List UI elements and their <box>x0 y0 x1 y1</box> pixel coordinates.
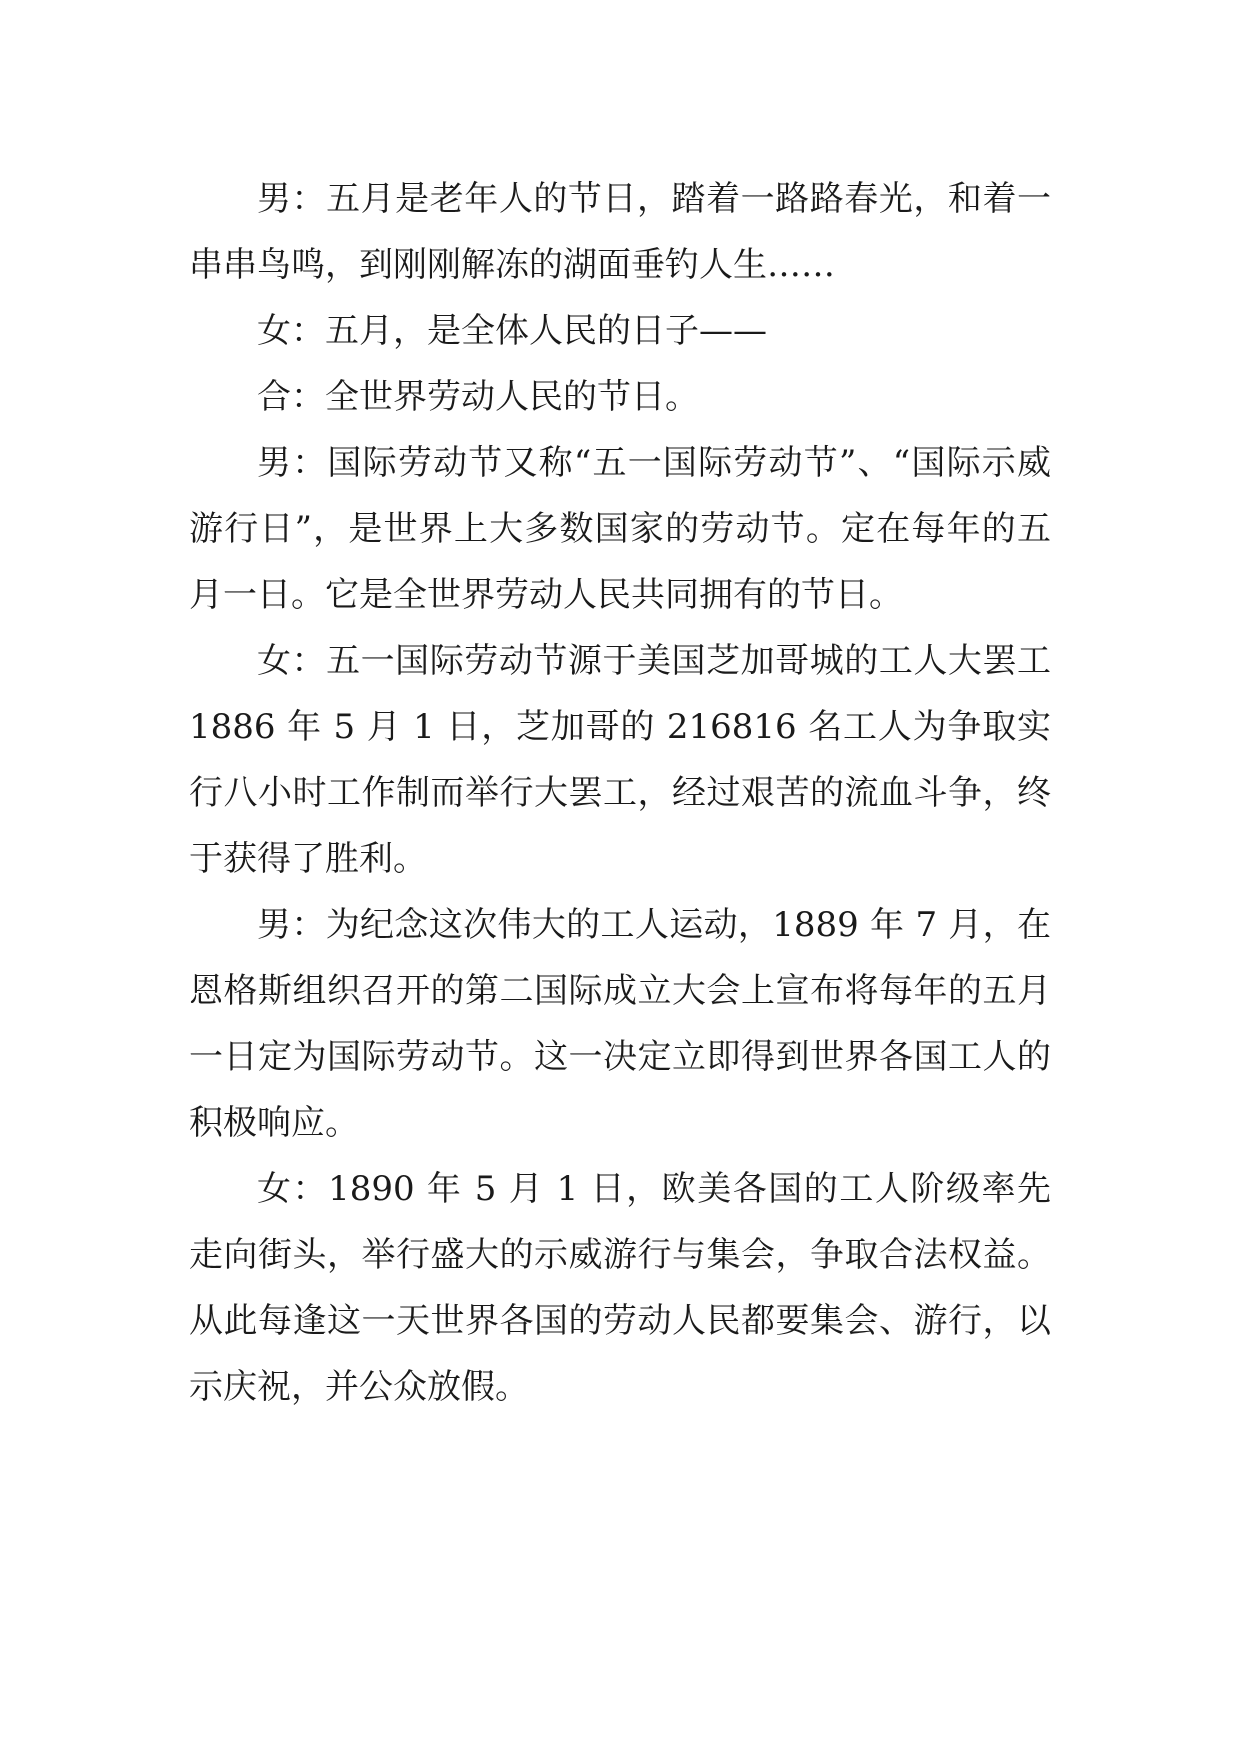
paragraph: 男：五月是老年人的节日，踏着一路路春光，和着一串串鸟鸣，到刚刚解冻的湖面垂钓人生…… <box>189 179 1051 285</box>
paragraph: 女：五一国际劳动节源于美国芝加哥城的工人大罢工1886 年 5 月 1 日，芝加哥的 216816 名工人为争取实行八小时工作制而举行大罢工，经过艰苦的流血斗争，终于获得了胜利。 <box>189 641 1051 879</box>
document-body <box>189 166 1051 1420</box>
paragraph: 女：五月，是全体人民的日子—— <box>257 311 767 351</box>
paragraph: 合：全世界劳动人民的节日。 <box>257 377 699 417</box>
paragraph: 女：1890 年 5 月 1 日，欧美各国的工人阶级率先走向街头，举行盛大的示威游行与集会，争取合法权益。从此每逢这一天世界各国的劳动人民都要集会、游行，以示庆祝，并公众放假。 <box>189 1169 1051 1407</box>
paragraph: 男：为纪念这次伟大的工人运动，1889 年 7 月，在恩格斯组织召开的第二国际成立大会上宣布将每年的五月一日定为国际劳动节。这一决定立即得到世界各国工人的积极响应。 <box>189 905 1051 1143</box>
paragraph: 男：国际劳动节又称“五一国际劳动节”、“国际示威游行日”，是世界上大多数国家的劳动节。定在每年的五月一日。它是全世界劳动人民共同拥有的节日。 <box>189 443 1051 615</box>
